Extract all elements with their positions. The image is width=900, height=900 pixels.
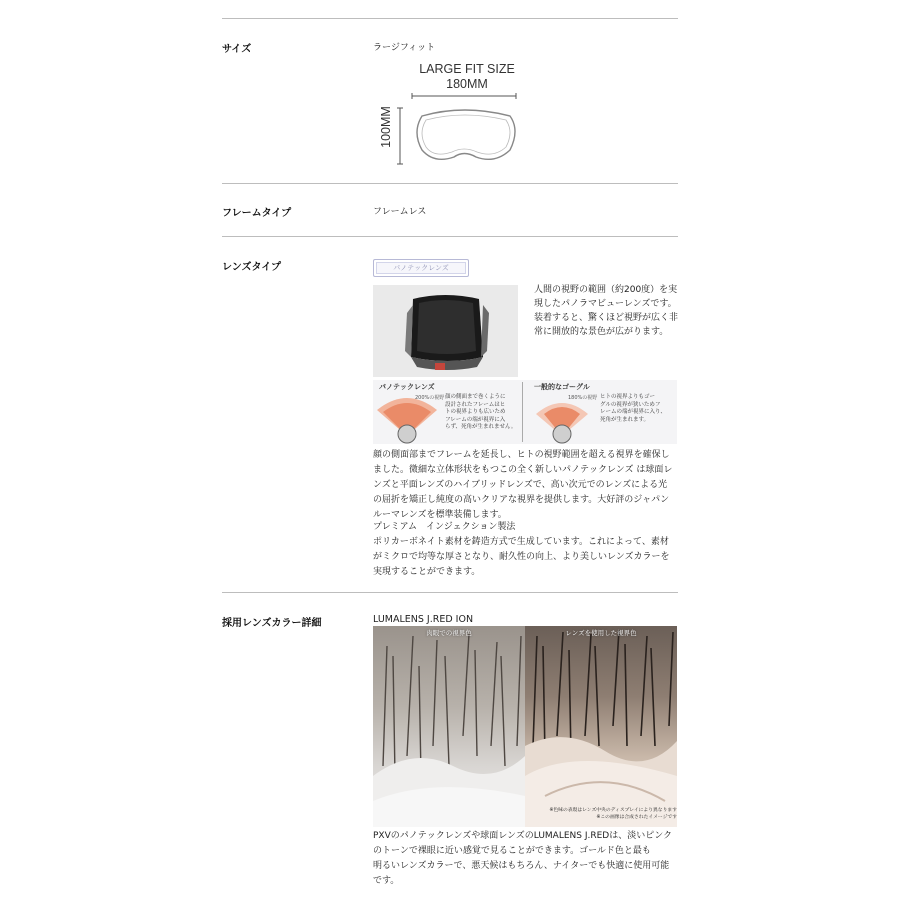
size-diagram-title: LARGE FIT SIZE bbox=[419, 62, 515, 76]
divider-1 bbox=[222, 183, 678, 184]
size-diagram bbox=[370, 60, 540, 170]
frame-label: フレームタイプ bbox=[222, 208, 292, 219]
panotech-tag: パノテックレンズ bbox=[373, 259, 469, 277]
divider-2 bbox=[222, 236, 678, 237]
lens-view-label: レンズを使用した視界色 bbox=[565, 629, 637, 637]
compare-divider bbox=[522, 382, 523, 442]
size-diagram-width: 180MM bbox=[446, 77, 488, 91]
goggle-outline-icon bbox=[370, 60, 540, 170]
naked-eye-view bbox=[373, 626, 525, 827]
compare-right-note: 180%の視野 bbox=[568, 395, 598, 401]
top-divider bbox=[222, 18, 678, 19]
lens-view bbox=[525, 626, 677, 827]
lens-label: レンズタイプ bbox=[222, 262, 281, 273]
naked-eye-label: 肉眼での視界色 bbox=[426, 629, 472, 637]
compare-left-note: 200%の視野 bbox=[415, 395, 445, 401]
compare-right-desc: ヒトの視界よりもゴー グルの視界が狭いためフ レームの端が視界に入り、 死角が生まれます。 bbox=[600, 394, 667, 423]
lens-color-desc: PXVのパノテックレンズや球面レンズのLUMALENS J.REDは、淡いピンク のトーンで裸眼に近い感覚で見ることができます。ゴールド色と最も 明るいレンズカラーで、悪天候はもちろん、ナイターでも快適に使用可能 です。 bbox=[373, 831, 673, 886]
comparison-panel bbox=[373, 380, 677, 444]
injection-title: プレミアム インジェクション製法 bbox=[373, 522, 516, 532]
frame-value: フレームレス bbox=[373, 207, 427, 217]
size-value: ラージフィット bbox=[373, 43, 436, 53]
compare-standard bbox=[528, 380, 678, 444]
image-caption: ※色味の表現はレンズ中央のディスプレイにより異なります ※この画像は合成されたイメージです bbox=[549, 808, 677, 820]
compare-left-desc: 顔の側面まで巻くように 設計されたフレームはヒ トの視界よりも広いため フレームの端が視界に入 らず、死角が生まれません。 bbox=[445, 394, 517, 430]
lens-color-name: LUMALENS J.RED ION bbox=[373, 614, 474, 625]
lens-color-label: 採用レンズカラー詳細 bbox=[222, 618, 322, 629]
lens-intro: 人間の視野の範囲（約200度）を実 現したパノラマビューレンズです。 装着すると、驚くほど視野が広く非 常に開放的な景色が広がります。 bbox=[534, 285, 679, 337]
compare-panotech bbox=[373, 380, 525, 444]
lens-body: 顔の側面部までフレームを延長し、ヒトの視野範囲を超える視界を確保し ました。微細な立体形状をもつこの全く新しいパノテックレンズ は球面レ ンズと平面レンズのハイブリッドレンズで、高い次元でのレンズによる光 の屈折を矯正し純度の高いクリアな視界を提供します。大好評のジャパン ルーマレンズを標準装備します。 bbox=[373, 450, 673, 520]
compare-right-title: 一般的なゴーグル bbox=[534, 383, 590, 391]
size-diagram-height: 100MM bbox=[379, 106, 393, 148]
lens-view-comparison-image bbox=[373, 626, 677, 827]
goggle-product-image bbox=[373, 285, 518, 377]
size-label: サイズ bbox=[222, 44, 252, 55]
compare-left-title: パノテックレンズ bbox=[379, 383, 435, 391]
injection-section: プレミアム インジェクション製法 ポリカーボネイト素材を鋳造方式で生成しています。これによって、素材 がミクロで均等な厚さとなり、耐久性の向上、より美しいレンズカラーを 実現することができます。 bbox=[373, 520, 683, 580]
divider-3 bbox=[222, 592, 678, 593]
